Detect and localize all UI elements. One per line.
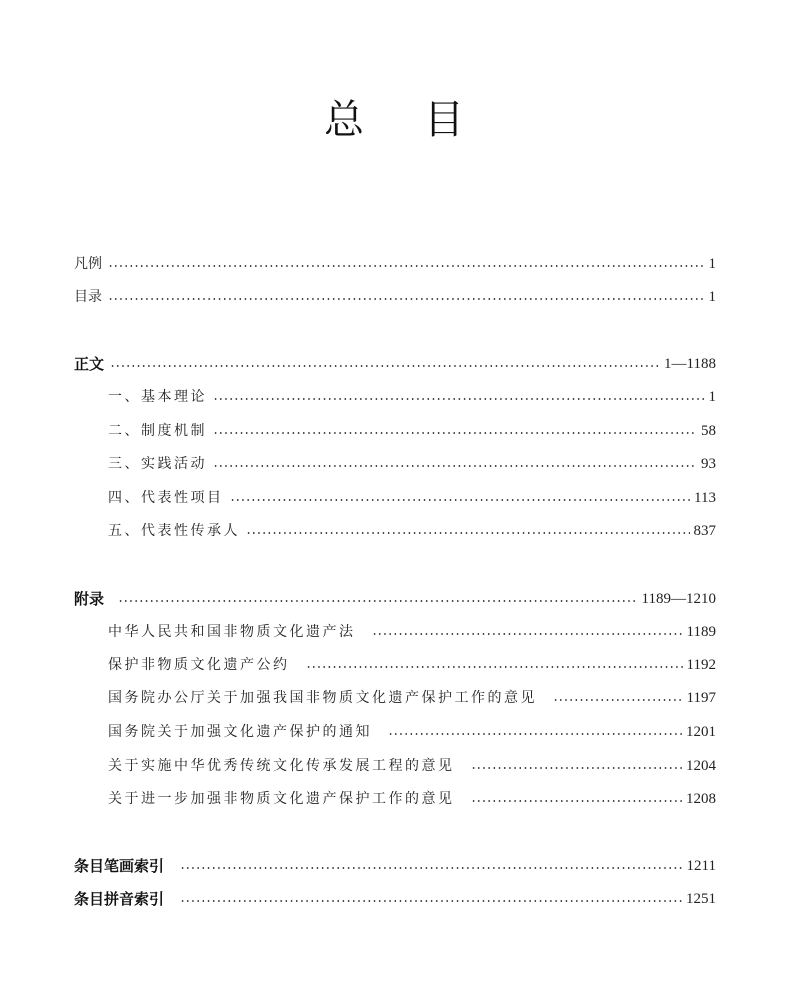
toc-entry-mulu[interactable]	[74, 286, 716, 308]
toc-section-main-text[interactable]	[74, 353, 716, 375]
toc-item-page: 1192	[686, 657, 716, 673]
toc-item-representative-inheritors[interactable]	[108, 520, 716, 542]
toc-entry-label: 目录	[74, 289, 102, 305]
toc-item-page: 113	[694, 490, 716, 506]
toc-entry-page: 1	[708, 256, 716, 272]
toc-item-label: 国务院办公厅关于加强我国非物质文化遗产保护工作的意见	[108, 690, 537, 706]
toc-item-page: 1201	[686, 724, 716, 740]
toc-item-representative-projects[interactable]	[108, 487, 716, 509]
dot-leader	[230, 499, 691, 501]
toc-item-institutions[interactable]	[108, 420, 716, 442]
dot-leader	[246, 532, 690, 534]
dot-leader	[110, 365, 660, 367]
toc-section-label: 附录	[74, 590, 105, 608]
dot-leader	[213, 398, 705, 400]
toc-item-page: 1189	[686, 624, 716, 640]
dot-leader	[553, 699, 683, 701]
dot-leader	[306, 666, 683, 668]
toc-index-stroke[interactable]	[74, 855, 716, 877]
dot-leader	[372, 633, 683, 635]
toc-appendix-item-5[interactable]	[108, 755, 716, 777]
toc-item-label: 国务院关于加强文化遗产保护的通知	[108, 724, 372, 740]
dot-leader	[118, 600, 638, 602]
toc-item-page: 93	[701, 456, 716, 472]
toc-item-label: 四、代表性项目	[108, 490, 224, 506]
toc-index-label: 条目拼音索引	[74, 890, 165, 908]
toc-section-label: 正文	[74, 355, 105, 373]
dot-leader	[180, 867, 683, 869]
toc-item-page: 1208	[686, 791, 716, 807]
toc-item-page: 1204	[686, 758, 716, 774]
toc-item-label: 保护非物质文化遗产公约	[108, 657, 290, 673]
dot-leader	[108, 298, 705, 300]
page-title-char-1: 总	[324, 97, 364, 143]
toc-item-page: 58	[701, 423, 716, 439]
toc-item-page: 837	[693, 523, 716, 539]
toc-item-label: 一、基本理论	[108, 389, 207, 405]
toc-section-page-range: 1189—1210	[641, 591, 716, 607]
toc-item-label: 关于实施中华优秀传统文化传承发展工程的意见	[108, 758, 455, 774]
toc-item-label: 二、制度机制	[108, 423, 207, 439]
dot-leader	[108, 265, 705, 267]
toc-item-page: 1197	[686, 690, 716, 706]
page-title-char-2: 目	[424, 97, 464, 143]
toc-entry-label: 凡例	[74, 256, 102, 272]
dot-leader	[471, 767, 683, 769]
toc-item-label: 三、实践活动	[108, 456, 207, 472]
toc-appendix-item-1[interactable]	[108, 621, 716, 643]
toc-item-practice[interactable]	[108, 453, 716, 475]
toc-item-page: 1	[708, 389, 716, 405]
toc-index-pinyin[interactable]	[74, 888, 716, 910]
toc-section-page-range: 1—1188	[664, 356, 716, 372]
dot-leader	[213, 465, 697, 467]
toc-index-page: 1251	[686, 891, 716, 907]
toc-item-label: 中华人民共和国非物质文化遗产法	[108, 624, 356, 640]
toc-item-label: 五、代表性传承人	[108, 523, 240, 539]
toc-index-label: 条目笔画索引	[74, 857, 165, 875]
page-title	[0, 92, 788, 148]
toc-appendix-item-3[interactable]	[108, 687, 716, 709]
toc-appendix-item-2[interactable]	[108, 654, 716, 676]
toc-item-label: 关于进一步加强非物质文化遗产保护工作的意见	[108, 791, 455, 807]
dot-leader	[180, 900, 682, 902]
toc-appendix-item-4[interactable]	[108, 721, 716, 743]
toc-entry-page: 1	[708, 289, 716, 305]
dot-leader	[471, 800, 683, 802]
toc-index-page: 1211	[686, 858, 716, 874]
toc-item-basic-theory[interactable]	[108, 386, 716, 408]
toc-section-appendix[interactable]	[74, 588, 716, 610]
toc-entry-fanli[interactable]	[74, 253, 716, 275]
dot-leader	[388, 733, 682, 735]
dot-leader	[213, 432, 697, 434]
toc-appendix-item-6[interactable]	[108, 788, 716, 810]
